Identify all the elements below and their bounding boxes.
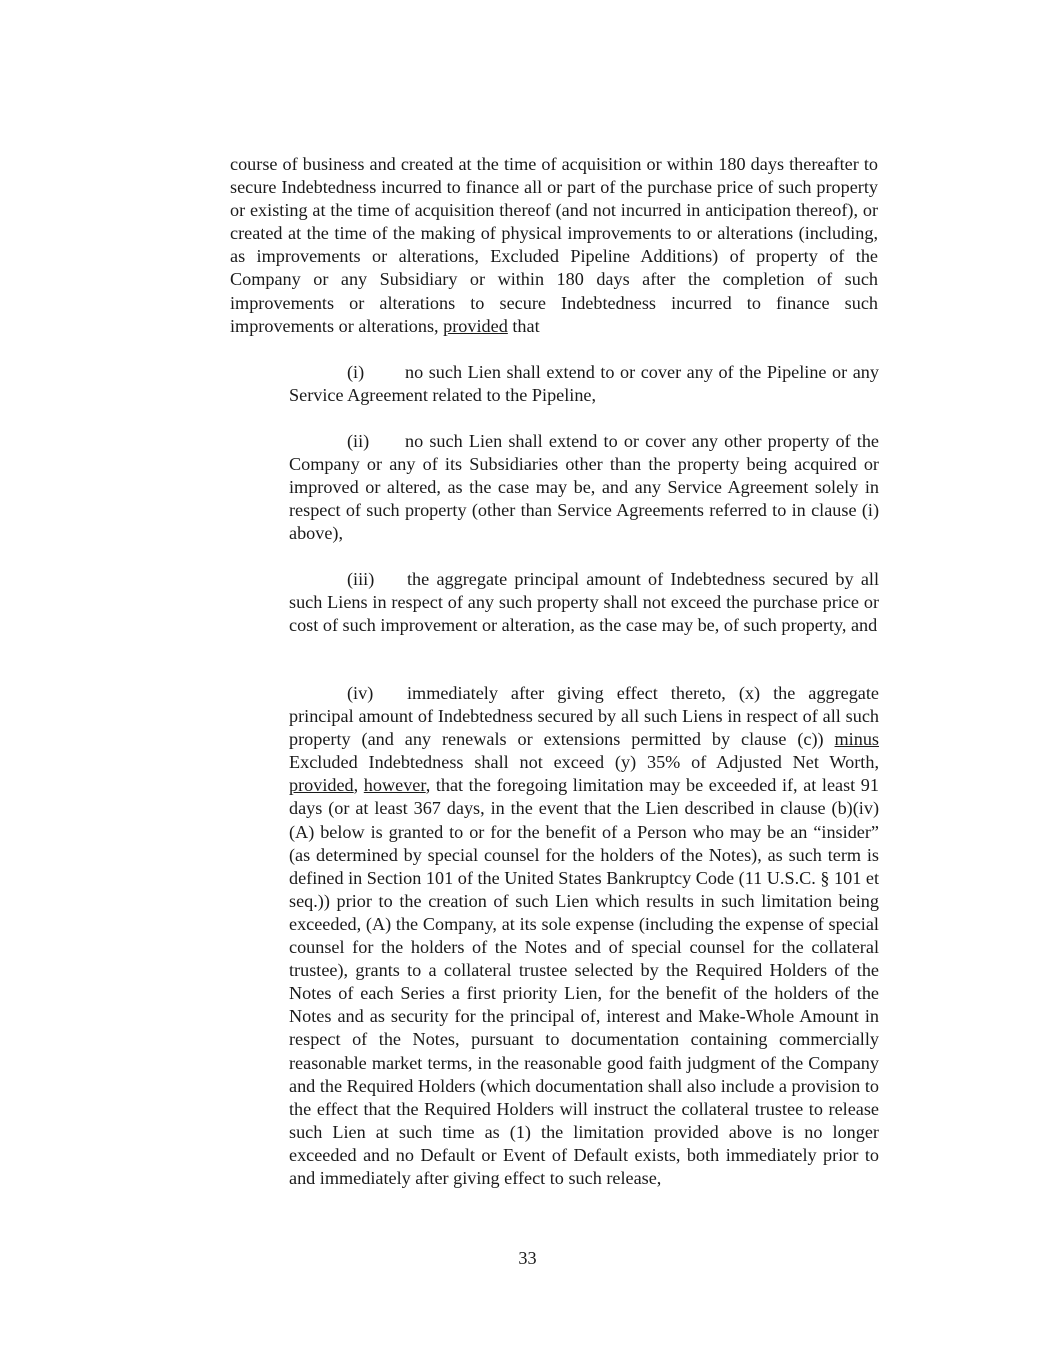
clause-text: no such Lien shall extend to or cover any other property of the Company or any of its Subsidiaries other than the property being acquired or improved or altered, as the case may be, and any Service Agreement solely in respect of such property (other than Service Agreements referred to in clause (i) above), bbox=[289, 431, 879, 544]
clause-text: , that the foregoing limitation may be exceeded if, at least 91 days (or at least 367 days, in the event that the Lien described in clause (b)(iv)(A) below is granted to or for the benefit of a Person who may be an “insider” (as determined by special counsel for the holders of the Notes), as such term is defined in Section 101 of the United States Bankruptcy Code (11 U.S.C. § 101 et seq.)) prior to the creation of such Lien which results in such limitation being exceeded, (A) the Company, at its sole expense (including the expense of special counsel for the holders of the Notes and of special counsel for the collateral trustee), grants to a collateral trustee selected by the Required Holders of the Notes of each Series a first priority Lien, for the benefit of the holders of the Notes and as security for the principal of, interest and Make-Whole Amount in respect of the Notes, pursuant to documentation containing commercially reasonable market terms, in the reasonable good faith judgment of the Company and the Required Holders (which documentation shall also include a provision to the effect that the Required Holders will instruct the collateral trustee to release such Lien at such time as (1) the limitation provided above is no longer exceeded and no Default or Event of Default exists, both immediately prior to and immediately after giving effect to such release, bbox=[289, 775, 879, 1188]
clause-number: (iii) bbox=[347, 569, 375, 589]
clause-i bbox=[289, 361, 879, 407]
clause-text: the aggregate principal amount of Indebtedness secured by all such Liens in respect of any such property shall not exceed the purchase price or cost of such improvement or alteration, as the case may be, of such property, and bbox=[289, 569, 879, 636]
clause-ii bbox=[289, 430, 879, 545]
page-number: 33 bbox=[518, 1248, 537, 1268]
clause-text: Excluded Indebtedness shall not exceed (y) 35% of Adjusted Net Worth, bbox=[289, 752, 879, 773]
clause-text: immediately after giving effect thereto, (x) the aggregate principal amount of Indebtedness secured by all such Liens in respect of all such property (and any renewals or extensions permitted by clause (c)) bbox=[289, 683, 879, 750]
provided-term: provided bbox=[289, 775, 354, 796]
clause-iv bbox=[289, 682, 879, 1190]
however-term: however bbox=[363, 775, 426, 796]
clause-text: no such Lien shall extend to or cover any of the Pipeline or any Service Agreement related to the Pipeline, bbox=[289, 362, 879, 406]
intro-paragraph bbox=[230, 153, 878, 338]
clause-number: (iv) bbox=[347, 683, 374, 703]
provided-term: provided bbox=[443, 315, 508, 336]
intro-text: course of business and created at the time of acquisition or within 180 days thereafter to secure Indebtedness incurred to finance all or part of the purchase price of such property or existing at the time of acquisition thereof (and not incurred in anticipation thereof), or created at the time of the making of physical improvements to or alterations (including, as improvements or alterations, Excluded Pipeline Additions) of property of the Company or any Subsidiary or within 180 days after the completion of such improvements or alterations to secure Indebtedness incurred to finance such improvements or alterations, bbox=[230, 154, 878, 336]
clause-number: (ii) bbox=[347, 431, 370, 451]
clause-iii bbox=[289, 568, 879, 637]
clause-number: (i) bbox=[347, 362, 365, 382]
minus-term: minus bbox=[834, 729, 879, 750]
clause-text: , bbox=[353, 775, 364, 796]
intro-text-end: that bbox=[507, 315, 540, 336]
